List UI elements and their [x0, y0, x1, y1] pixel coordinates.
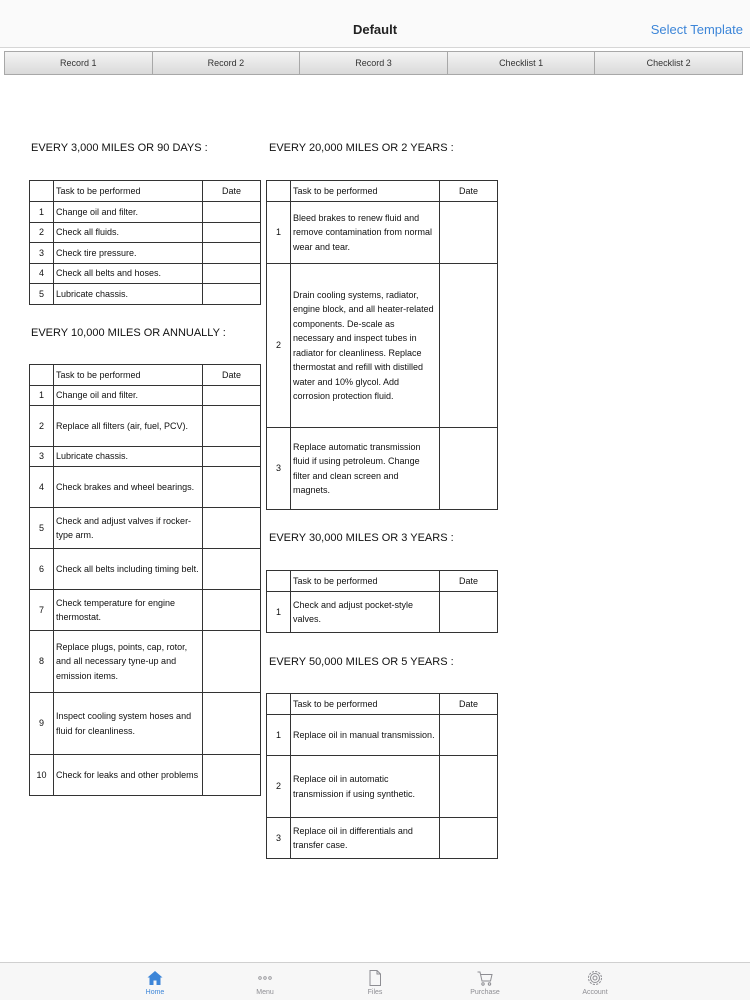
- row-number: 7: [30, 590, 54, 631]
- date-cell[interactable]: [203, 590, 261, 631]
- date-cell[interactable]: [203, 222, 261, 243]
- section-title-20000: EVERY 20,000 MILES OR 2 YEARS :: [269, 142, 454, 154]
- tab-record-1[interactable]: Record 1: [4, 51, 153, 75]
- page-title: Default: [352, 22, 398, 37]
- table-row: [30, 693, 261, 755]
- tab-checklist-2[interactable]: Checklist 2: [595, 51, 743, 75]
- date-cell[interactable]: [440, 202, 498, 264]
- date-cell[interactable]: [203, 406, 261, 447]
- num-header: [267, 571, 291, 592]
- task-cell: Change oil and filter.: [54, 386, 203, 406]
- date-cell[interactable]: [203, 549, 261, 590]
- tabbar-label: Files: [367, 989, 383, 996]
- date-cell[interactable]: [440, 715, 498, 756]
- date-column-header: Date: [203, 365, 261, 386]
- table-row: [267, 756, 498, 818]
- cart-icon: [475, 968, 495, 988]
- more-icon: [255, 968, 275, 988]
- date-cell[interactable]: [203, 755, 261, 796]
- date-column-header: Date: [440, 181, 498, 202]
- table-row: [30, 447, 261, 467]
- table-30000-miles: [266, 570, 498, 633]
- task-cell: Check brakes and wheel bearings.: [54, 467, 203, 508]
- table-row: [30, 222, 261, 243]
- tab-checklist-1[interactable]: Checklist 1: [448, 51, 596, 75]
- tabbar-label: Account: [582, 989, 608, 996]
- tab-record-2[interactable]: Record 2: [153, 51, 301, 75]
- date-column-header: Date: [440, 694, 498, 715]
- date-cell[interactable]: [440, 264, 498, 428]
- table-row: [30, 263, 261, 284]
- task-column-header: Task to be performed: [291, 181, 440, 202]
- section-title-50000: EVERY 50,000 MILES OR 5 YEARS :: [269, 656, 454, 668]
- task-cell: Check tire pressure.: [54, 243, 203, 264]
- table-20000-miles: [266, 180, 498, 510]
- date-cell[interactable]: [203, 202, 261, 223]
- table-row: [30, 549, 261, 590]
- task-cell: Replace plugs, points, cap, rotor, and all necessary tyne-up and emission items.: [54, 631, 203, 693]
- date-cell[interactable]: [203, 693, 261, 755]
- task-cell: Check and adjust valves if rocker-type arm.: [54, 508, 203, 549]
- table-10000-miles: [29, 364, 261, 796]
- task-cell: Lubricate chassis.: [54, 284, 203, 305]
- task-cell: Check all belts including timing belt.: [54, 549, 203, 590]
- task-cell: Check and adjust pocket-style valves.: [291, 592, 440, 633]
- table-row: [267, 818, 498, 859]
- tabbar-item-files[interactable]: [320, 963, 430, 1000]
- file-icon: [365, 968, 385, 988]
- tabbar-item-purchase[interactable]: [430, 963, 540, 1000]
- row-number: 4: [30, 467, 54, 508]
- table-row: [267, 428, 498, 510]
- task-cell: Replace oil in automatic transmission if using synthetic.: [291, 756, 440, 818]
- date-cell[interactable]: [203, 386, 261, 406]
- table-row: [30, 631, 261, 693]
- table-row: [30, 590, 261, 631]
- row-number: 9: [30, 693, 54, 755]
- table-row: [30, 406, 261, 447]
- tabbar-item-home[interactable]: [100, 963, 210, 1000]
- task-cell: Check all fluids.: [54, 222, 203, 243]
- task-cell: Change oil and filter.: [54, 202, 203, 223]
- row-number: 3: [30, 447, 54, 467]
- section-title-30000: EVERY 30,000 MILES OR 3 YEARS :: [269, 532, 454, 544]
- row-number: 1: [267, 592, 291, 633]
- row-number: 5: [30, 284, 54, 305]
- row-number: 3: [267, 428, 291, 510]
- tab-record-3[interactable]: Record 3: [300, 51, 448, 75]
- date-cell[interactable]: [203, 447, 261, 467]
- row-number: 2: [267, 264, 291, 428]
- row-number: 2: [267, 756, 291, 818]
- table-row: [30, 202, 261, 223]
- row-number: 1: [30, 202, 54, 223]
- row-number: 1: [267, 202, 291, 264]
- section-title-3000: EVERY 3,000 MILES OR 90 DAYS :: [31, 142, 208, 154]
- date-cell[interactable]: [440, 756, 498, 818]
- task-cell: Replace all filters (air, fuel, PCV).: [54, 406, 203, 447]
- date-cell[interactable]: [203, 243, 261, 264]
- table-row: [267, 202, 498, 264]
- row-number: 3: [267, 818, 291, 859]
- task-cell: Check all belts and hoses.: [54, 263, 203, 284]
- date-cell[interactable]: [203, 631, 261, 693]
- row-number: 1: [267, 715, 291, 756]
- task-column-header: Task to be performed: [291, 694, 440, 715]
- row-number: 2: [30, 406, 54, 447]
- table-row: [267, 592, 498, 633]
- record-tabs: [4, 51, 743, 75]
- task-cell: Inspect cooling system hoses and fluid for cleanliness.: [54, 693, 203, 755]
- table-row: [30, 386, 261, 406]
- date-cell[interactable]: [440, 592, 498, 633]
- bottom-tab-bar: [0, 962, 750, 1000]
- select-template-button[interactable]: Select Template: [650, 22, 743, 37]
- task-cell: Replace oil in differentials and transfer case.: [291, 818, 440, 859]
- table-3000-miles: [29, 180, 261, 305]
- row-number: 3: [30, 243, 54, 264]
- row-number: 8: [30, 631, 54, 693]
- date-column-header: Date: [203, 181, 261, 202]
- maintenance-checklist-document: [0, 76, 750, 962]
- date-cell[interactable]: [203, 467, 261, 508]
- table-row: [30, 755, 261, 796]
- gear-icon: [585, 968, 605, 988]
- task-cell: Check for leaks and other problems: [54, 755, 203, 796]
- table-row: [30, 467, 261, 508]
- date-cell[interactable]: [203, 284, 261, 305]
- task-cell: Drain cooling systems, radiator, engine block, and all heater-related components. De-scale as necessary and inspect tubes in radiator for cleanliness. Replace thermostat and refill with distilled water and 10% glycol. Add corrosion protection fluid.: [291, 264, 440, 428]
- tabbar-label: Menu: [256, 989, 274, 996]
- num-header: [267, 694, 291, 715]
- num-header: [267, 181, 291, 202]
- row-number: 10: [30, 755, 54, 796]
- table-50000-miles: [266, 693, 498, 859]
- date-column-header: Date: [440, 571, 498, 592]
- section-title-10000: EVERY 10,000 MILES OR ANNUALLY :: [31, 327, 226, 339]
- date-cell[interactable]: [440, 428, 498, 510]
- task-cell: Lubricate chassis.: [54, 447, 203, 467]
- table-row: [267, 715, 498, 756]
- row-number: 5: [30, 508, 54, 549]
- date-cell[interactable]: [203, 508, 261, 549]
- row-number: 6: [30, 549, 54, 590]
- task-column-header: Task to be performed: [291, 571, 440, 592]
- date-cell[interactable]: [440, 818, 498, 859]
- row-number: 4: [30, 263, 54, 284]
- tabbar-label: Home: [145, 989, 165, 996]
- tabbar-item-menu[interactable]: [210, 963, 320, 1000]
- row-number: 1: [30, 386, 54, 406]
- date-cell[interactable]: [203, 263, 261, 284]
- table-row: [30, 284, 261, 305]
- num-header: [30, 181, 54, 202]
- table-row: [30, 508, 261, 549]
- task-cell: Replace automatic transmission fluid if using petroleum. Change filter and clean screen and magnets.: [291, 428, 440, 510]
- home-icon: [145, 968, 165, 988]
- table-row: [267, 264, 498, 428]
- tabbar-item-account[interactable]: [540, 963, 650, 1000]
- task-cell: Check temperature for engine thermostat.: [54, 590, 203, 631]
- row-number: 2: [30, 222, 54, 243]
- task-column-header: Task to be performed: [54, 181, 203, 202]
- num-header: [30, 365, 54, 386]
- task-cell: Replace oil in manual transmission.: [291, 715, 440, 756]
- tabbar-label: Purchase: [470, 989, 500, 996]
- navigation-bar: [0, 0, 750, 48]
- task-column-header: Task to be performed: [54, 365, 203, 386]
- task-cell: Bleed brakes to renew fluid and remove contamination from normal wear and tear.: [291, 202, 440, 264]
- table-row: [30, 243, 261, 264]
